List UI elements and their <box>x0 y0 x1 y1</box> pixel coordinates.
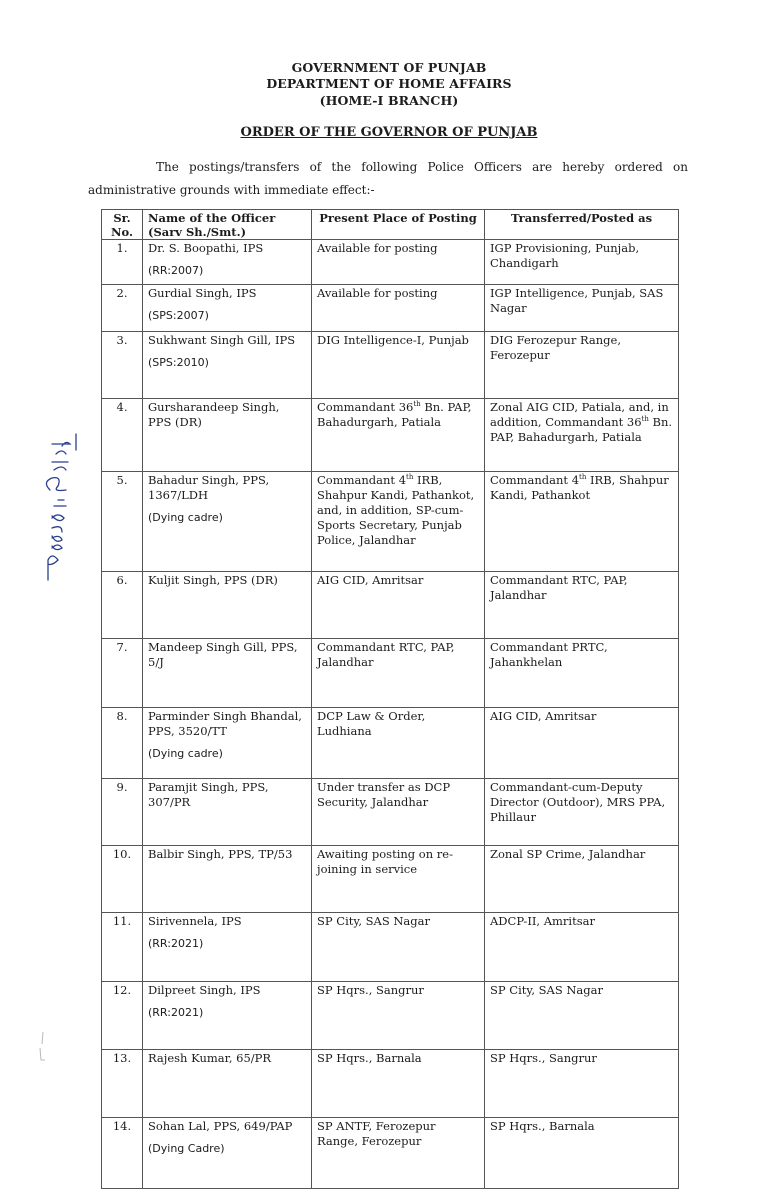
header-department: DEPARTMENT OF HOME AFFAIRS <box>266 76 512 91</box>
cell-sr-no: 14. <box>102 1118 143 1189</box>
cell-officer-name <box>143 779 312 846</box>
cell-officer-name <box>143 472 312 572</box>
cell-transferred-as: Zonal AIG CID, Patiala, and, in addition, Commandant 36th Bn. PAP, Bahadurgarh, Patiala <box>485 399 679 472</box>
cell-transferred-as: SP Hqrs., Sangrur <box>485 1050 679 1118</box>
cell-transferred-as: Commandant-cum-Deputy Director (Outdoor), MRS PPA, Phillaur <box>485 779 679 846</box>
col-header-name-line1: Name of the Officer <box>148 211 276 225</box>
table-row <box>102 1050 679 1118</box>
table-row <box>102 708 679 779</box>
col-header-sr-no <box>102 210 143 240</box>
table-row <box>102 639 679 708</box>
officer-cadre-note: (RR:2007) <box>148 264 204 277</box>
faint-margin-mark <box>36 1030 48 1066</box>
officer-name: Sohan Lal, PPS, 649/PAP <box>148 1119 293 1133</box>
table-row <box>102 982 679 1050</box>
cell-present-posting: Available for posting <box>312 285 485 332</box>
cell-sr-no: 12. <box>102 982 143 1050</box>
cell-officer-name <box>143 913 312 982</box>
cell-officer-name <box>143 846 312 913</box>
header-government: GOVERNMENT OF PUNJAB <box>291 60 487 75</box>
cell-officer-name <box>143 572 312 639</box>
cell-sr-no: 7. <box>102 639 143 708</box>
cell-transferred-as: IGP Intelligence, Punjab, SAS Nagar <box>485 285 679 332</box>
officer-name: Rajesh Kumar, 65/PR <box>148 1051 272 1065</box>
cell-officer-name <box>143 982 312 1050</box>
officer-name: Gurdial Singh, IPS <box>148 286 257 300</box>
col-header-present-posting: Present Place of Posting <box>312 210 485 240</box>
intro-line-1-text: The postings/transfers of the following Police Officers are hereby ordered on <box>156 160 688 174</box>
cell-officer-name <box>143 1118 312 1189</box>
table-row <box>102 1118 679 1189</box>
transfer-orders-table <box>101 209 679 1189</box>
cell-present-posting: SP Hqrs., Barnala <box>312 1050 485 1118</box>
col-header-name-line2: (Sarv Sh./Smt.) <box>148 225 247 239</box>
table-row <box>102 913 679 982</box>
cell-sr-no: 6. <box>102 572 143 639</box>
cell-sr-no: 5. <box>102 472 143 572</box>
cell-transferred-as: SP City, SAS Nagar <box>485 982 679 1050</box>
cell-present-posting: DIG Intelligence-I, Punjab <box>312 332 485 399</box>
cell-officer-name <box>143 708 312 779</box>
table-row <box>102 572 679 639</box>
cell-transferred-as: Commandant 4th IRB, Shahpur Kandi, Pathankot <box>485 472 679 572</box>
cell-present-posting: Commandant 4th IRB, Shahpur Kandi, Pathankot, and, in addition, SP-cum-Sports Secretary, Punjab Police, Jalandhar <box>312 472 485 572</box>
officer-name: Balbir Singh, PPS, TP/53 <box>148 847 293 861</box>
cell-transferred-as: SP Hqrs., Barnala <box>485 1118 679 1189</box>
officer-name: Mandeep Singh Gill, PPS, 5/J <box>148 640 298 669</box>
intro-line-2: administrative grounds with immediate effect:- <box>88 183 375 197</box>
table-row <box>102 399 679 472</box>
col-header-sr-line2: No. <box>111 225 133 239</box>
officer-name: Paramjit Singh, PPS, 307/PR <box>148 780 269 809</box>
cell-officer-name <box>143 332 312 399</box>
order-title: ORDER OF THE GOVERNOR OF PUNJAB <box>240 125 538 140</box>
col-header-sr-line1: Sr. <box>113 211 131 225</box>
table-row <box>102 472 679 572</box>
officer-cadre-note: (Dying Cadre) <box>148 1142 225 1155</box>
cell-present-posting: Commandant RTC, PAP, Jalandhar <box>312 639 485 708</box>
cell-transferred-as: Commandant RTC, PAP, Jalandhar <box>485 572 679 639</box>
cell-present-posting: Available for posting <box>312 240 485 285</box>
officer-name: Bahadur Singh, PPS, 1367/LDH <box>148 473 270 502</box>
cell-present-posting: Commandant 36th Bn. PAP, Bahadurgarh, Patiala <box>312 399 485 472</box>
cell-sr-no: 1. <box>102 240 143 285</box>
table-header-row <box>102 210 679 240</box>
cell-officer-name <box>143 399 312 472</box>
table-row <box>102 846 679 913</box>
officer-cadre-note: (SPS:2010) <box>148 356 209 369</box>
officer-name: Kuljit Singh, PPS (DR) <box>148 573 278 587</box>
cell-sr-no: 2. <box>102 285 143 332</box>
officer-name: Sukhwant Singh Gill, IPS <box>148 333 296 347</box>
cell-sr-no: 4. <box>102 399 143 472</box>
col-header-transferred-as: Transferred/Posted as <box>485 210 679 240</box>
officer-name: Parminder Singh Bhandal, PPS, 3520/TT <box>148 709 302 738</box>
intro-line-1 <box>88 156 688 179</box>
table-row <box>102 285 679 332</box>
cell-transferred-as: AIG CID, Amritsar <box>485 708 679 779</box>
officer-name: Sirivennela, IPS <box>148 914 242 928</box>
officer-cadre-note: (RR:2021) <box>148 1006 204 1019</box>
margin-signature <box>22 420 102 585</box>
table-body <box>102 240 679 1189</box>
officer-cadre-note: (Dying cadre) <box>148 511 223 524</box>
cell-present-posting: SP ANTF, Ferozepur Range, Ferozepur <box>312 1118 485 1189</box>
table-row <box>102 779 679 846</box>
cell-sr-no: 3. <box>102 332 143 399</box>
cell-officer-name <box>143 1050 312 1118</box>
cell-transferred-as: DIG Ferozepur Range, Ferozepur <box>485 332 679 399</box>
officer-name: Dilpreet Singh, IPS <box>148 983 261 997</box>
intro-paragraph <box>88 156 688 202</box>
officer-cadre-note: (SPS:2007) <box>148 309 209 322</box>
cell-officer-name <box>143 285 312 332</box>
col-header-officer-name <box>143 210 312 240</box>
officer-cadre-note: (Dying cadre) <box>148 747 223 760</box>
officer-name: Gursharandeep Singh, PPS (DR) <box>148 400 280 429</box>
cell-sr-no: 10. <box>102 846 143 913</box>
cell-officer-name <box>143 240 312 285</box>
table-row <box>102 332 679 399</box>
cell-present-posting: SP City, SAS Nagar <box>312 913 485 982</box>
cell-present-posting: AIG CID, Amritsar <box>312 572 485 639</box>
cell-sr-no: 13. <box>102 1050 143 1118</box>
cell-sr-no: 9. <box>102 779 143 846</box>
cell-present-posting: Awaiting posting on re-joining in service <box>312 846 485 913</box>
cell-sr-no: 8. <box>102 708 143 779</box>
cell-transferred-as: Commandant PRTC, Jahankhelan <box>485 639 679 708</box>
cell-present-posting: Under transfer as DCP Security, Jalandhar <box>312 779 485 846</box>
cell-transferred-as: Zonal SP Crime, Jalandhar <box>485 846 679 913</box>
cell-transferred-as: IGP Provisioning, Punjab, Chandigarh <box>485 240 679 285</box>
header-branch: (HOME-I BRANCH) <box>319 93 459 108</box>
cell-sr-no: 11. <box>102 913 143 982</box>
officer-cadre-note: (RR:2021) <box>148 937 204 950</box>
cell-officer-name <box>143 639 312 708</box>
officer-name: Dr. S. Boopathi, IPS <box>148 241 264 255</box>
cell-present-posting: SP Hqrs., Sangrur <box>312 982 485 1050</box>
cell-transferred-as: ADCP-II, Amritsar <box>485 913 679 982</box>
cell-present-posting: DCP Law & Order, Ludhiana <box>312 708 485 779</box>
table-row <box>102 240 679 285</box>
